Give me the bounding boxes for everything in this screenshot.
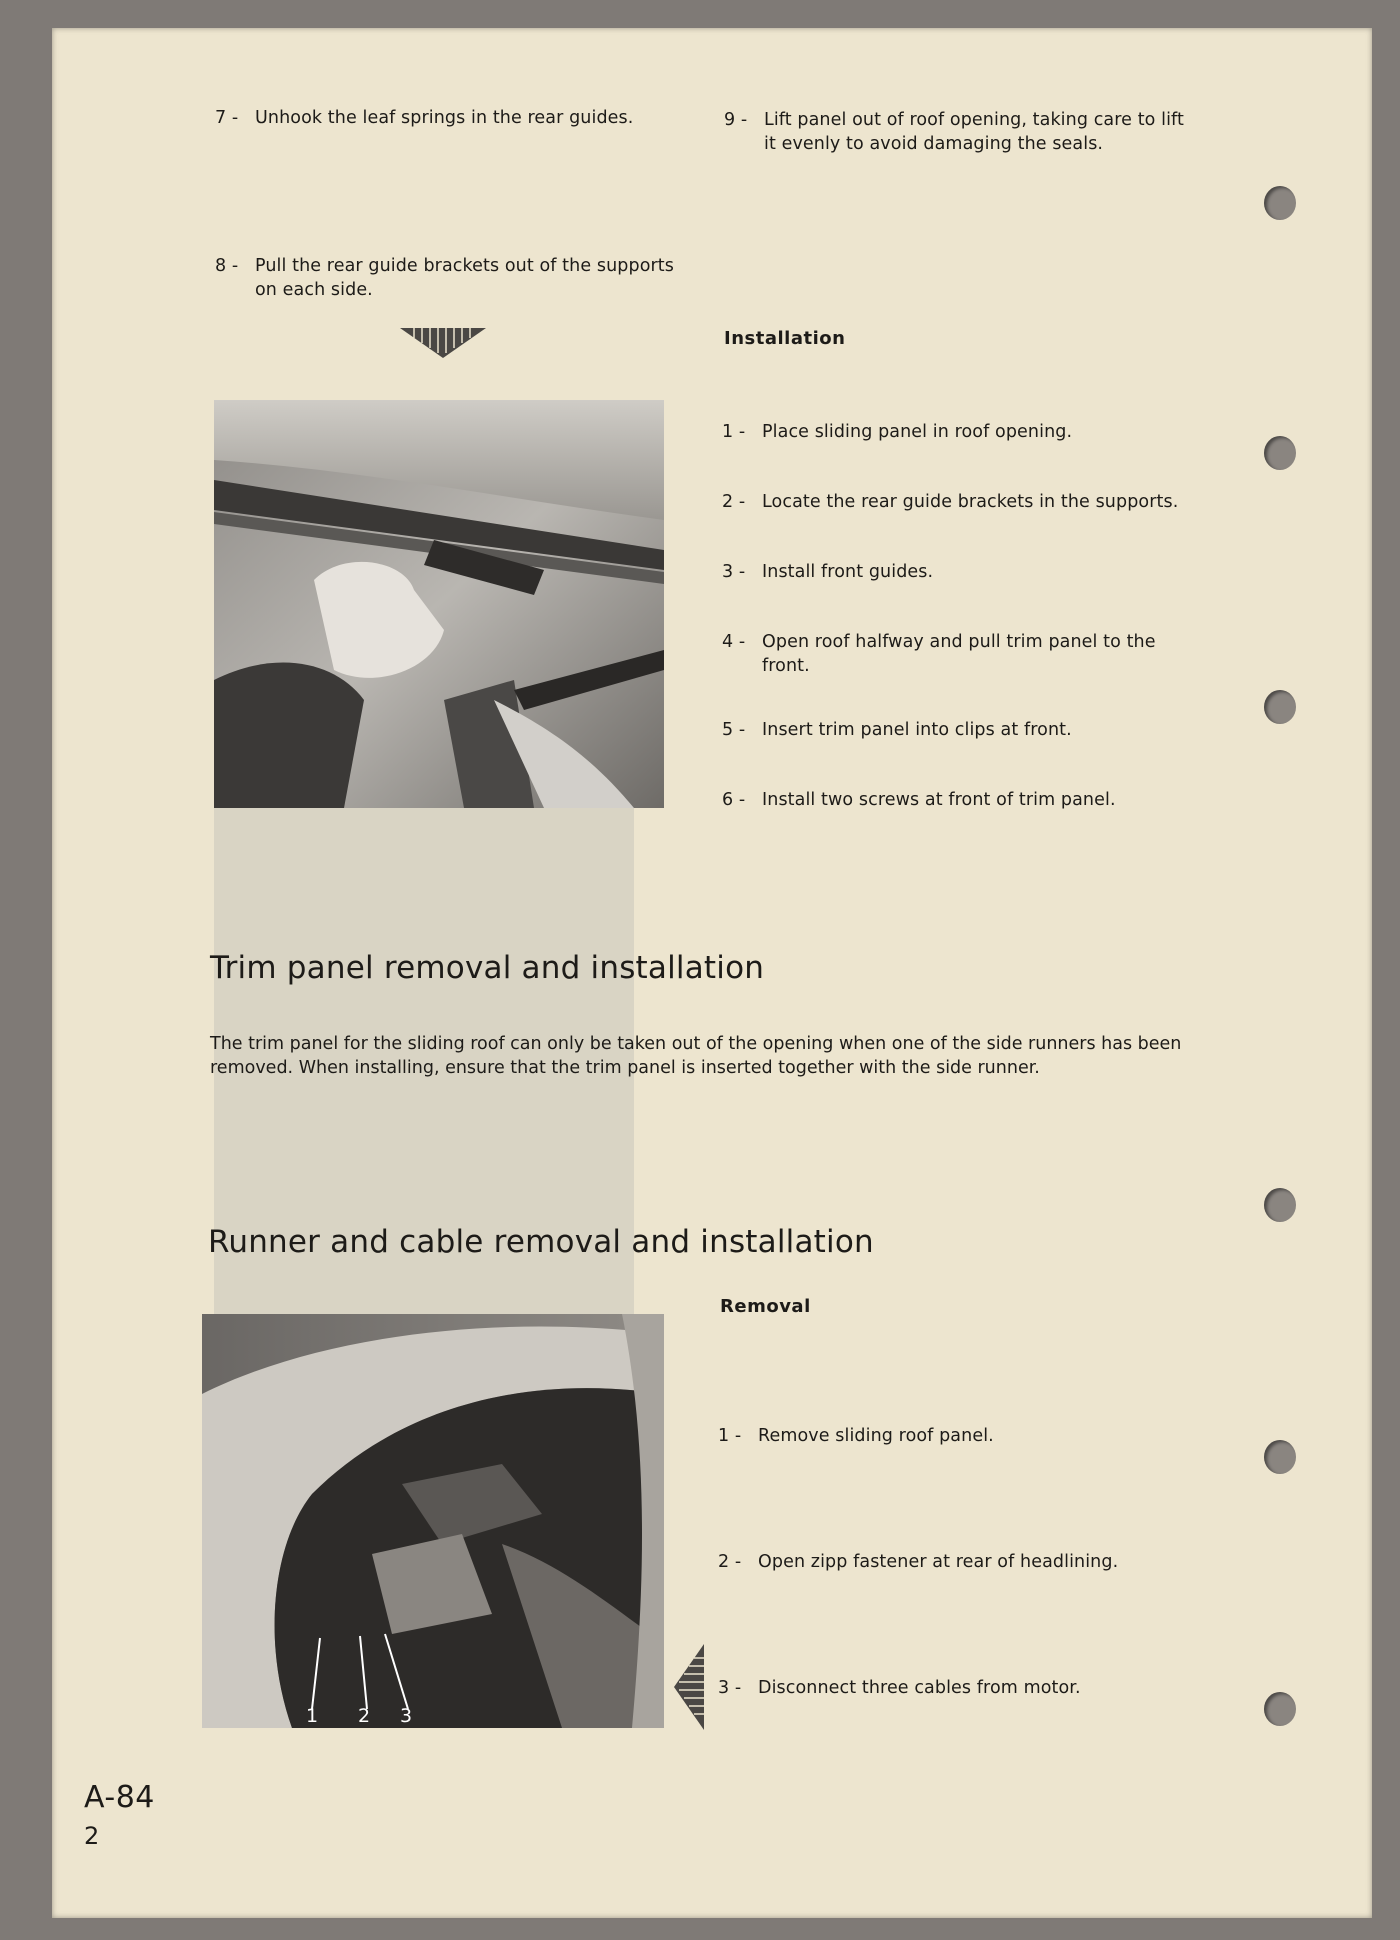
install-step-4	[722, 630, 1192, 678]
install-step-1	[722, 420, 1202, 444]
removal-heading: Removal	[720, 1296, 811, 1317]
punch-hole	[1264, 1692, 1296, 1726]
down-arrow-icon	[400, 328, 486, 358]
callout-1: 1	[306, 1705, 319, 1727]
step-number: 1 -	[722, 422, 746, 442]
page-number: 2	[84, 1822, 100, 1850]
step-number: 3 -	[722, 562, 746, 582]
page-code: A-84	[84, 1780, 155, 1815]
punch-hole	[1264, 436, 1296, 470]
step-number: 3 -	[718, 1678, 742, 1698]
trim-section-title: Trim panel removal and installation	[210, 950, 765, 986]
installation-heading: Installation	[724, 328, 846, 349]
punch-hole	[1264, 1188, 1296, 1222]
step-text: Locate the rear guide brackets in the supports.	[762, 492, 1179, 512]
step-text: Disconnect three cables from motor.	[758, 1678, 1081, 1698]
left-arrow-icon	[674, 1644, 704, 1730]
callout-3: 3	[400, 1705, 413, 1727]
step-text: Unhook the leaf springs in the rear guides.	[255, 108, 634, 128]
punch-hole	[1264, 1440, 1296, 1474]
punch-hole	[1264, 186, 1296, 220]
punch-hole	[1264, 690, 1296, 724]
step-number: 2 -	[722, 492, 746, 512]
step-text: Remove sliding roof panel.	[758, 1426, 994, 1446]
callout-2: 2	[358, 1705, 371, 1727]
step-text: Pull the rear guide brackets out of the supports on each side.	[255, 256, 674, 300]
motor-cables-photo	[202, 1314, 664, 1728]
roof-guide-photo	[214, 400, 664, 808]
step-8	[215, 254, 685, 302]
step-text: Open roof halfway and pull trim panel to the front.	[762, 632, 1156, 676]
bleed-through-heading	[100, 106, 112, 150]
trim-section-paragraph: The trim panel for the sliding roof can only be taken out of the opening when one of the side runners has been removed. When installing, ensure that the trim panel is inserted together with the side runner.	[210, 1034, 1182, 1078]
step-text: Open zipp fastener at rear of headlining.	[758, 1552, 1119, 1572]
step-number: 1 -	[718, 1426, 742, 1446]
step-number: 4 -	[722, 632, 746, 652]
step-number: 5 -	[722, 720, 746, 740]
step-text: Insert trim panel into clips at front.	[762, 720, 1072, 740]
step-text: Install two screws at front of trim panel.	[762, 790, 1116, 810]
install-step-6	[722, 788, 1202, 812]
step-number: 2 -	[718, 1552, 742, 1572]
step-number: 8 -	[215, 256, 239, 276]
install-step-2	[722, 490, 1202, 514]
removal-step-1	[718, 1424, 1198, 1448]
step-text: Lift panel out of roof opening, taking care to lift it evenly to avoid damaging the seals.	[764, 110, 1184, 154]
step-text: Install front guides.	[762, 562, 934, 582]
removal-step-3	[718, 1676, 1198, 1700]
runner-section-title: Runner and cable removal and installation	[208, 1224, 874, 1260]
step-number: 9 -	[724, 110, 748, 130]
removal-step-2	[718, 1550, 1198, 1574]
step-7	[215, 106, 715, 130]
step-number: 6 -	[722, 790, 746, 810]
install-step-3	[722, 560, 1202, 584]
step-text: Place sliding panel in roof opening.	[762, 422, 1073, 442]
step-9	[724, 108, 1194, 156]
manual-page	[52, 28, 1372, 1918]
install-step-5	[722, 718, 1202, 742]
step-number: 7 -	[215, 108, 239, 128]
